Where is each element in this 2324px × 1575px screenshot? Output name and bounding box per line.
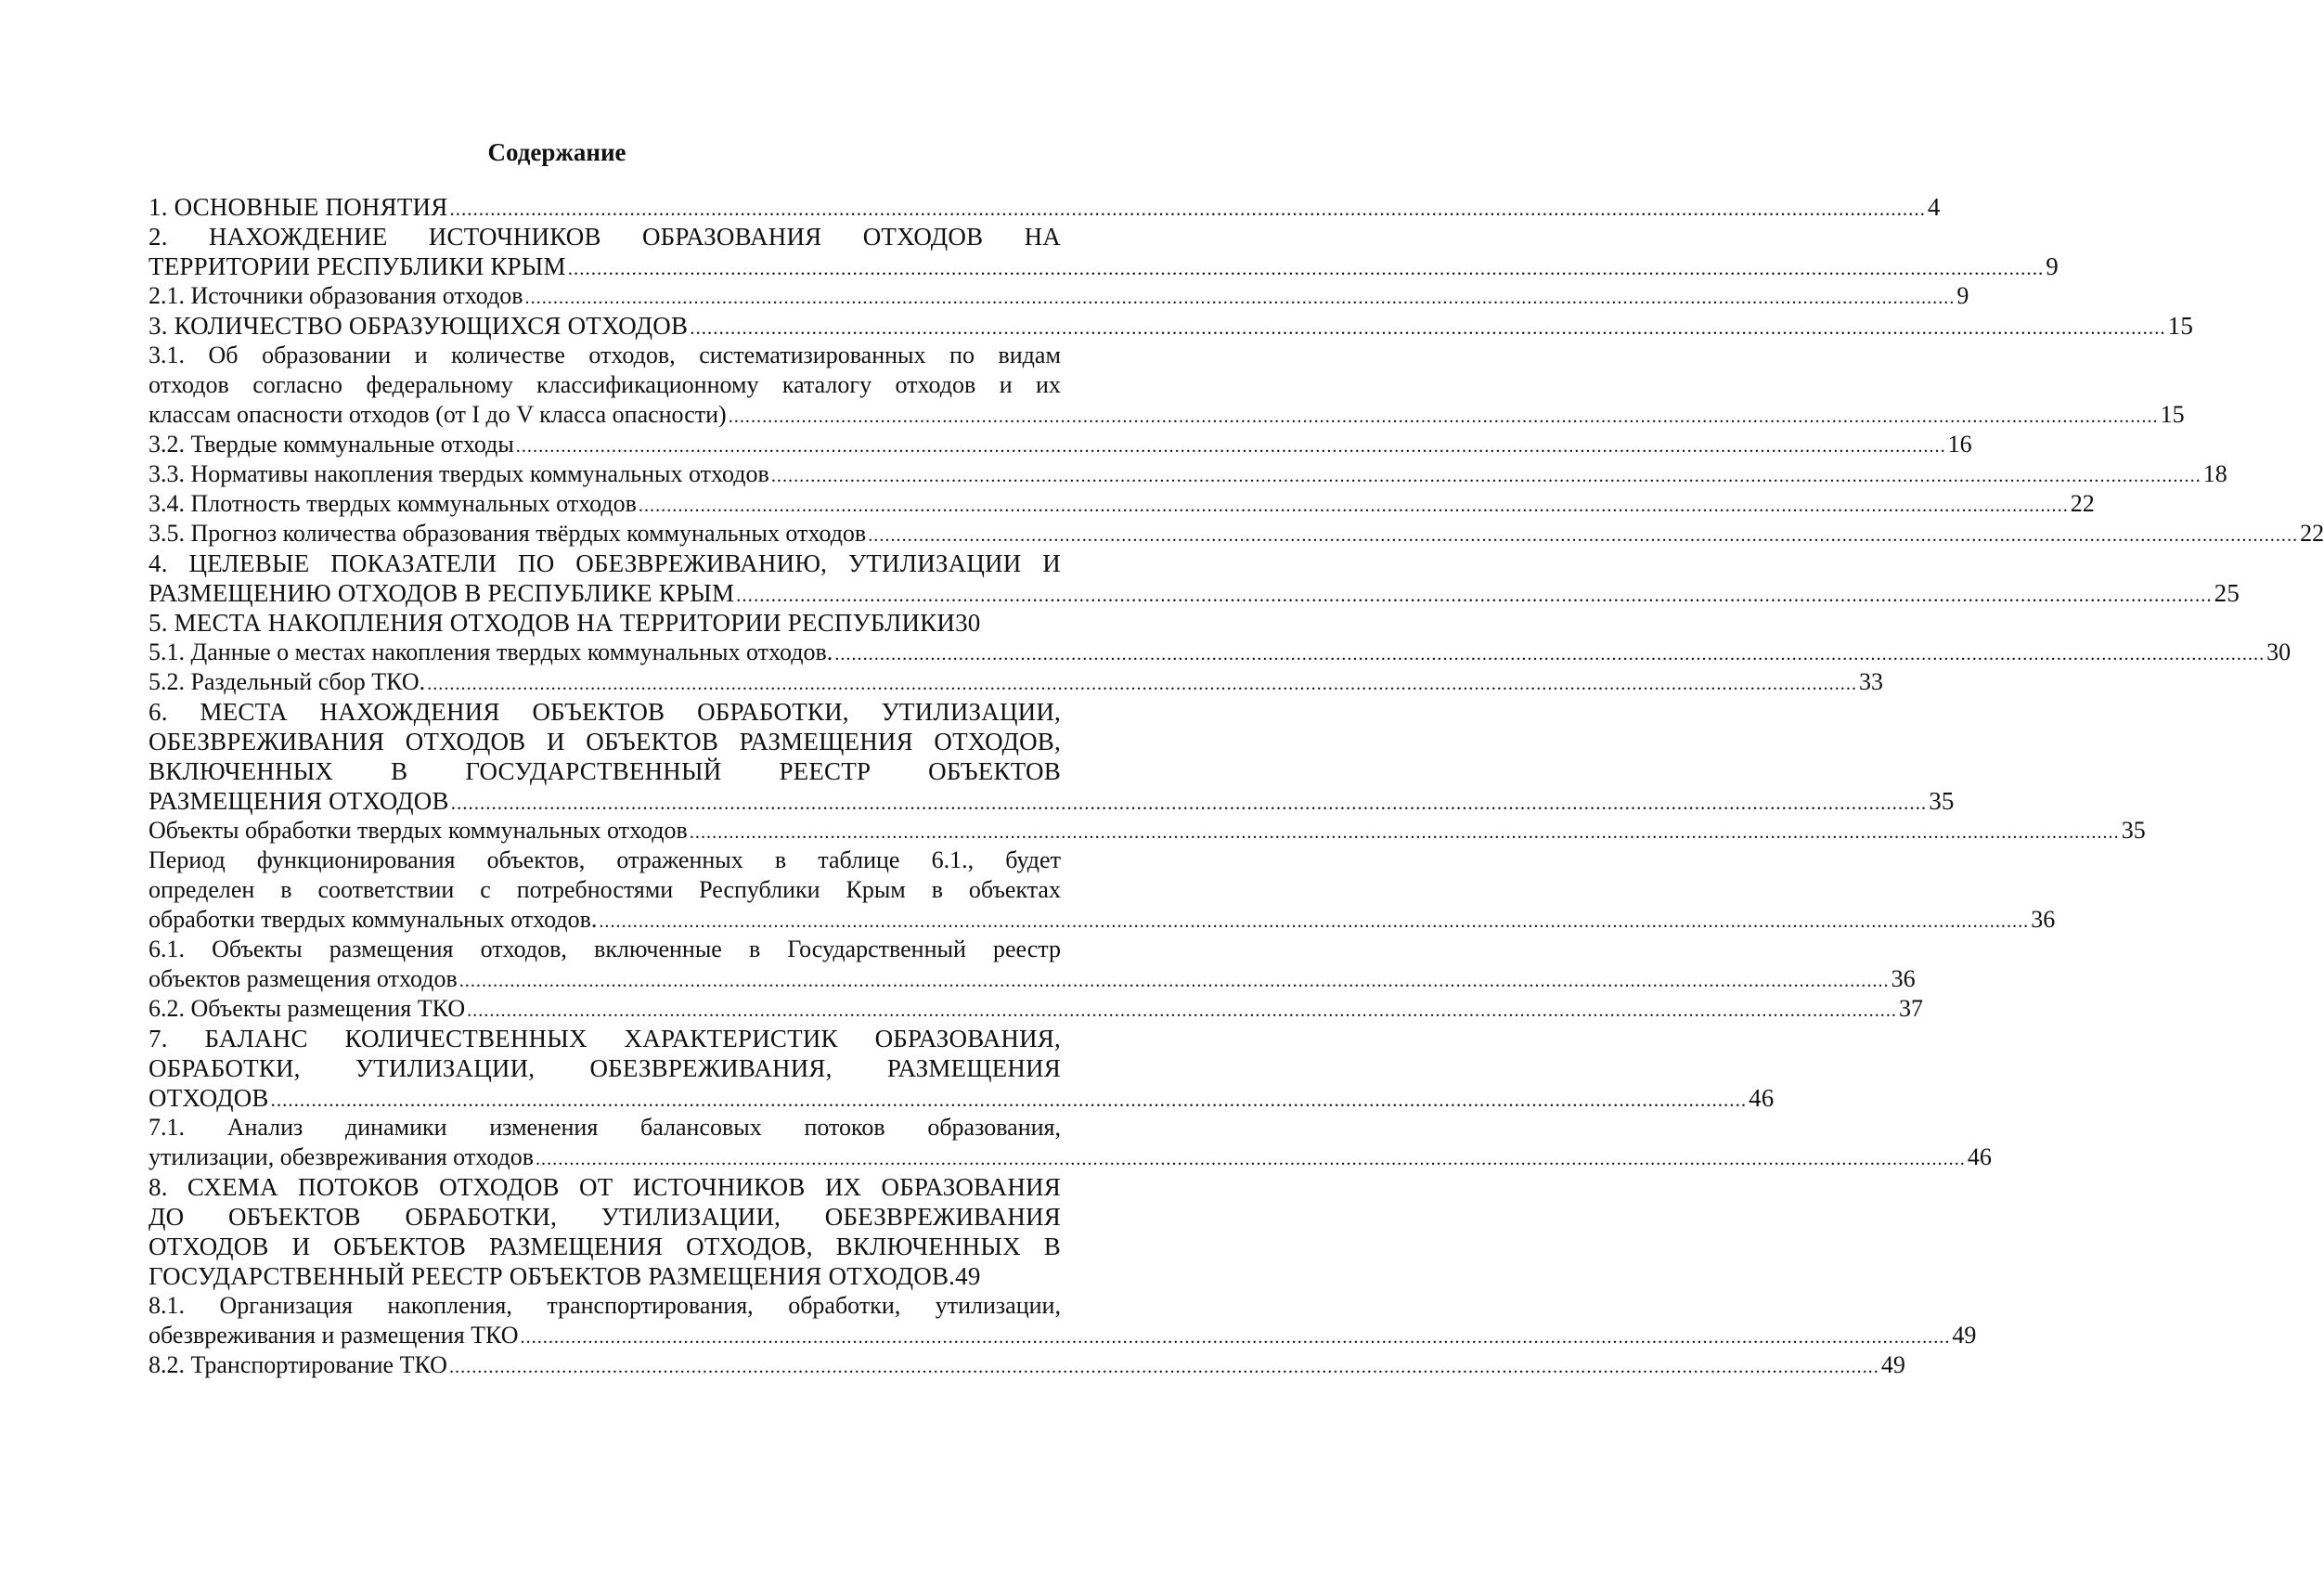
toc-entry-line: [148, 875, 1061, 905]
toc-entry[interactable]: [148, 1113, 1992, 1172]
toc-word: НАХОЖДЕНИЯ: [319, 698, 500, 726]
toc-word: 7.1.: [148, 1114, 185, 1141]
toc-entry[interactable]: [148, 1291, 1977, 1350]
toc-entry[interactable]: [148, 935, 1916, 994]
dot-leader: [729, 402, 2159, 432]
toc-word: ОТХОДОВ: [405, 728, 526, 755]
toc-entry[interactable]: [148, 1172, 1061, 1291]
toc-entry[interactable]: [148, 638, 2292, 667]
toc-word: образовании: [262, 342, 392, 368]
toc-word: утилизации,: [935, 1292, 1061, 1319]
dot-leader: [834, 639, 2265, 669]
toc-entry-line: [148, 697, 1061, 727]
toc-entry-line: [148, 1321, 1977, 1350]
toc-word: федеральному: [366, 371, 513, 398]
toc-entry-line: [148, 549, 1061, 578]
dot-leader: [536, 1144, 1966, 1174]
toc-word: согласно: [252, 371, 343, 398]
toc-entry-line: [148, 846, 1061, 875]
toc-entry-line: [148, 816, 2146, 846]
toc-entry-text: 1. ОСНОВНЫЕ ПОНЯТИЯ: [148, 193, 448, 221]
toc-entry-line: [148, 281, 1969, 311]
toc-entry-line: [148, 252, 2059, 281]
toc-word: ОБРАЗОВАНИЯ: [881, 1173, 1061, 1201]
toc-word: РАЗМЕЩЕНИЯ: [739, 728, 913, 755]
toc-entry[interactable]: [148, 608, 1061, 638]
toc-word: И: [1042, 549, 1061, 577]
toc-entry[interactable]: [148, 222, 2059, 281]
toc-word: обработки,: [788, 1292, 901, 1319]
toc-entry[interactable]: [148, 459, 2227, 489]
toc-entry-text: 2.1. Источники образования отходов: [148, 282, 523, 309]
toc-entry[interactable]: [148, 697, 1955, 816]
toc-entry-line: [148, 578, 2240, 608]
toc-word: ОБЪЕКТОВ: [333, 1233, 467, 1260]
toc-word: транспортирования,: [547, 1292, 754, 1319]
toc-word: балансовых: [640, 1114, 762, 1141]
dot-leader: [427, 669, 1857, 699]
toc-word: Организация: [219, 1292, 353, 1319]
toc-page-number: 16: [1947, 431, 1972, 458]
toc-entry[interactable]: [148, 994, 1923, 1024]
toc-page-number: 15: [2167, 312, 2194, 340]
toc-word: ОТХОДОВ: [148, 1233, 269, 1260]
toc-entry-text: ГОСУДАРСТВЕННЫЙ РЕЕСТР ОБЪЕКТОВ РАЗМЕЩЕНИЯ ОТХОДОВ.: [148, 1262, 956, 1290]
toc-page-number: 15: [2160, 401, 2185, 428]
toc-word: Республики: [699, 876, 820, 903]
toc-entry-line: [148, 727, 1061, 756]
toc-entry-line: [148, 1350, 1905, 1380]
toc-word: ОБРАБОТКИ,: [697, 698, 849, 726]
toc-entry-text: РАЗМЕЩЕНИЯ ОТХОДОВ: [148, 787, 449, 815]
toc-word: 8.1.: [148, 1292, 185, 1319]
toc-word: 4.: [148, 549, 168, 577]
toc-entry-line: [148, 400, 2185, 430]
toc-word: ПО: [518, 549, 555, 577]
table-of-contents: [148, 192, 2324, 1380]
dot-leader: [736, 580, 2212, 610]
toc-word: ОБЪЕКТОВ: [227, 1203, 361, 1231]
toc-word: 2.: [148, 223, 168, 251]
toc-word: ОБЕЗВРЕЖИВАНИЯ: [148, 728, 385, 755]
toc-word: Об: [208, 342, 239, 368]
toc-entry[interactable]: [148, 311, 2194, 341]
toc-entry-text: 5.2. Раздельный сбор ТКО.: [148, 668, 426, 695]
toc-entry[interactable]: [148, 846, 2056, 935]
toc-word: Государственный: [787, 936, 966, 962]
toc-page-number: 49: [1880, 1351, 1905, 1378]
toc-word: количестве: [451, 342, 565, 368]
toc-word: в: [774, 846, 787, 873]
toc-word: Анализ: [226, 1114, 303, 1141]
toc-word: отходов,: [480, 936, 567, 962]
toc-word: НА: [1024, 223, 1061, 251]
page-title: Содержание: [487, 138, 626, 166]
toc-word: и: [999, 371, 1013, 398]
toc-entry-text: 6.2. Объекты размещения ТКО: [148, 995, 466, 1022]
toc-word: отраженных: [616, 846, 743, 873]
toc-page-number: 46: [1749, 1084, 1775, 1112]
toc-entry-line: [148, 1083, 1775, 1113]
toc-entry-text: обработки твердых коммунальных отходов.: [148, 906, 598, 933]
toc-entry-text: классам опасности отходов (от I до V класса опасности): [148, 401, 727, 428]
toc-entry-text: объектов размещения отходов: [148, 965, 458, 992]
toc-word: ГОСУДАРСТВЕННЫЙ: [465, 757, 722, 785]
toc-page-number: 30: [2266, 639, 2292, 665]
dot-leader: [459, 966, 1890, 996]
toc-word: ОБЕЗВРЕЖИВАНИЯ: [824, 1203, 1061, 1231]
toc-entry[interactable]: [148, 667, 1884, 697]
toc-entry[interactable]: [148, 192, 1941, 222]
toc-word: объектов,: [486, 846, 586, 873]
toc-word: в: [931, 876, 943, 903]
toc-word: Период: [148, 846, 226, 873]
toc-entry[interactable]: [148, 341, 2185, 430]
toc-page-number: 35: [2121, 817, 2146, 844]
toc-entry-line: [148, 430, 1972, 459]
toc-entry-line: [148, 489, 2095, 519]
toc-entry-text: утилизации, обезвреживания отходов: [148, 1143, 534, 1170]
toc-page-number: 9: [1956, 282, 1969, 309]
toc-word: каталогу: [781, 371, 872, 398]
toc-word: ОБЪЕКТОВ: [928, 757, 1061, 785]
toc-entry-line: [148, 222, 1061, 252]
toc-word: ОБЕЗВРЕЖИВАНИЯ,: [589, 1054, 833, 1082]
toc-word: РЕЕСТР: [779, 757, 872, 785]
toc-entry-line: [148, 905, 2056, 935]
toc-word: УТИЛИЗАЦИИ,: [881, 698, 1061, 726]
toc-word: НАХОЖДЕНИЕ: [208, 223, 388, 251]
toc-page-number: 22: [2300, 520, 2324, 547]
toc-entry[interactable]: [148, 1024, 1775, 1113]
toc-word: УТИЛИЗАЦИИ,: [355, 1054, 536, 1082]
toc-word: ПОКАЗАТЕЛИ: [330, 549, 497, 577]
toc-entry[interactable]: [148, 816, 2146, 846]
toc-word: и: [414, 342, 428, 368]
toc-entry-line: [148, 935, 1061, 964]
toc-word: систематизированных: [699, 342, 926, 368]
toc-entry-text: 3.3. Нормативы накопления твердых коммунальных отходов: [148, 460, 769, 487]
toc-entry-text: 3.5. Прогноз количества образования твёрдых коммунальных отходов: [148, 520, 867, 547]
toc-word: И: [291, 1233, 311, 1260]
toc-word: 6.1.,: [931, 846, 975, 873]
toc-entry[interactable]: [148, 281, 1969, 311]
toc-word: определен: [148, 876, 255, 903]
toc-entry-line: [148, 638, 2292, 667]
toc-word: ОБРАЗОВАНИЯ: [641, 223, 822, 251]
toc-word: ПОТОКОВ: [298, 1173, 420, 1201]
toc-word: потребностями: [516, 876, 674, 903]
toc-entry-line: [148, 667, 1884, 697]
dot-leader: [525, 283, 1956, 313]
toc-entry[interactable]: [148, 430, 1972, 459]
toc-entry-line: [148, 1261, 1061, 1291]
toc-entry-text: 5. МЕСТА НАКОПЛЕНИЯ ОТХОДОВ НА ТЕРРИТОРИИ РЕСПУБЛИКИ: [148, 609, 956, 637]
toc-entry-line: [148, 1172, 1061, 1202]
toc-word: изменения: [489, 1114, 599, 1141]
toc-word: с: [480, 876, 491, 903]
toc-word: ОТ: [579, 1173, 613, 1201]
toc-word: включенные: [594, 936, 722, 962]
toc-word: ОБРАБОТКИ,: [405, 1203, 558, 1231]
toc-page-number: 25: [2214, 579, 2240, 607]
toc-word: размещения: [329, 936, 454, 962]
toc-word: ОБЪЕКТОВ: [532, 698, 665, 726]
toc-entry-text: ТЕРРИТОРИИ РЕСПУБЛИКИ КРЫМ: [148, 252, 566, 280]
toc-entry-line: [148, 756, 1061, 786]
toc-page-number: 49: [1952, 1322, 1977, 1349]
toc-entry-line: [148, 519, 2324, 549]
toc-word: В: [391, 757, 408, 785]
toc-entry-text: Объекты обработки твердых коммунальных отходов: [148, 817, 688, 844]
toc-word: ИСТОЧНИКОВ: [632, 1173, 806, 1201]
toc-word: ВКЛЮЧЕННЫХ: [148, 757, 334, 785]
toc-word: ОБЪЕКТОВ: [586, 728, 719, 755]
toc-word: В: [1043, 1233, 1061, 1260]
toc-entry-line: [148, 1143, 1992, 1172]
dot-leader: [451, 788, 1927, 818]
toc-page-number: 18: [2202, 460, 2227, 487]
toc-word: УТИЛИЗАЦИИ,: [600, 1203, 781, 1231]
toc-word: образования,: [927, 1114, 1061, 1141]
toc-word: классификационному: [536, 371, 759, 398]
toc-entry-line: [148, 459, 2227, 489]
toc-page-number: 22: [2070, 490, 2095, 517]
toc-entry[interactable]: [148, 1350, 1905, 1380]
toc-entry-line: [148, 1232, 1061, 1261]
toc-word: функционирования: [256, 846, 456, 873]
toc-word: отходов: [895, 371, 976, 398]
toc-word: по: [949, 342, 975, 368]
toc-word: УТИЛИЗАЦИИ: [847, 549, 1022, 577]
toc-word: Крым: [846, 876, 906, 903]
dot-leader: [690, 818, 2120, 847]
toc-entry-text: 3. КОЛИЧЕСТВО ОБРАЗУЮЩИХСЯ ОТХОДОВ: [148, 312, 689, 340]
toc-word: накопления,: [387, 1292, 512, 1319]
toc-word: ИСТОЧНИКОВ: [428, 223, 601, 251]
toc-word: ХАРАКТЕРИСТИК: [624, 1025, 838, 1052]
toc-page-number: 4: [1927, 193, 1941, 221]
toc-page-number: 36: [1891, 965, 1916, 992]
toc-word: ОТХОДОВ,: [686, 1233, 813, 1260]
toc-word: ВКЛЮЧЕННЫХ: [835, 1233, 1021, 1260]
toc-entry-line: [148, 1113, 1061, 1143]
toc-entry-text: 5.1. Данные о местах накопления твердых коммунальных отходов.: [148, 639, 833, 665]
toc-word: 3.1.: [148, 342, 185, 368]
toc-page-number: 37: [1898, 995, 1923, 1022]
toc-page-number: 33: [1859, 668, 1884, 695]
toc-entry-text: 3.2. Твердые коммунальные отходы: [148, 431, 514, 458]
toc-word: 7.: [148, 1025, 168, 1052]
toc-entry-line: [148, 1202, 1061, 1232]
toc-word: СХЕМА: [187, 1173, 278, 1201]
toc-page-number: 46: [1967, 1143, 1992, 1170]
dot-leader: [521, 1323, 1951, 1352]
toc-word: 6.: [148, 698, 168, 726]
dot-leader: [467, 996, 1897, 1026]
toc-word: МЕСТА: [200, 698, 288, 726]
toc-entry-line: [148, 964, 1916, 994]
toc-entry-line: [148, 192, 1941, 222]
toc-word: И: [546, 728, 565, 755]
toc-word: отходов: [148, 371, 229, 398]
toc-word: ЦЕЛЕВЫЕ: [188, 549, 310, 577]
toc-word: в: [748, 936, 761, 962]
toc-entry-text: 3.4. Плотность твердых коммунальных отходов: [148, 490, 637, 517]
toc-word: ИХ: [824, 1173, 862, 1201]
toc-word: соответствии: [317, 876, 455, 903]
toc-word: динамики: [345, 1114, 447, 1141]
toc-word: реестр: [993, 936, 1061, 962]
toc-word: потоков: [804, 1114, 885, 1141]
dot-leader: [690, 313, 2165, 342]
toc-word: РАЗМЕЩЕНИЯ: [886, 1054, 1061, 1082]
toc-word: БАЛАНС: [204, 1025, 308, 1052]
toc-word: КОЛИЧЕСТВЕННЫХ: [344, 1025, 587, 1052]
dot-leader: [639, 491, 2069, 521]
toc-word: в: [280, 876, 292, 903]
toc-word: ОТХОДОВ: [439, 1173, 560, 1201]
dot-leader: [449, 194, 1925, 224]
toc-word: Объекты: [212, 936, 303, 962]
toc-entry-line: [148, 1291, 1061, 1321]
dot-leader: [516, 432, 1946, 461]
toc-entry-line: [148, 1024, 1061, 1053]
toc-entry[interactable]: [148, 549, 2240, 608]
toc-word: ОБРАБОТКИ,: [148, 1054, 301, 1082]
toc-word: объектах: [968, 876, 1061, 903]
toc-entry-text: обезвреживания и размещения ТКО: [148, 1322, 519, 1349]
dot-leader: [568, 253, 2044, 283]
toc-page-number: 30: [955, 609, 981, 637]
toc-entry-line: [148, 994, 1923, 1024]
dot-leader: [271, 1085, 1747, 1115]
toc-word: ОБЕЗВРЕЖИВАНИЮ,: [575, 549, 828, 577]
toc-word: видам: [998, 342, 1061, 368]
toc-entry-line: [148, 1053, 1061, 1083]
toc-word: ДО: [148, 1203, 185, 1231]
toc-page-number: 49: [955, 1262, 981, 1290]
toc-entry[interactable]: [148, 489, 2095, 519]
toc-word: ОТХОДОВ,: [934, 728, 1061, 755]
toc-page-number: 35: [1929, 787, 1955, 815]
toc-word: 8.: [148, 1173, 168, 1201]
toc-word: их: [1036, 371, 1061, 398]
toc-word: РАЗМЕЩЕНИЯ: [489, 1233, 664, 1260]
toc-word: 6.1.: [148, 936, 185, 962]
toc-entry-line: [148, 311, 2194, 341]
toc-page-number: 9: [2046, 252, 2059, 280]
toc-word: отходов,: [588, 342, 676, 368]
toc-entry-line: [148, 341, 1061, 370]
toc-word: будет: [1005, 846, 1061, 873]
toc-word: таблице: [818, 846, 900, 873]
toc-entry-line: [148, 786, 1955, 816]
toc-entry-text: ОТХОДОВ: [148, 1084, 269, 1112]
toc-word: ОБРАЗОВАНИЯ,: [874, 1025, 1061, 1052]
toc-entry-text: РАЗМЕЩЕНИЮ ОТХОДОВ В РЕСПУБЛИКЕ КРЫМ: [148, 579, 735, 607]
toc-entry[interactable]: [148, 519, 2324, 549]
toc-entry-line: [148, 370, 1061, 400]
toc-page-number: 36: [2031, 906, 2056, 933]
dot-leader: [449, 1352, 1879, 1382]
dot-leader: [599, 907, 2029, 936]
dot-leader: [771, 461, 2201, 491]
toc-entry-text: 8.2. Транспортирование ТКО: [148, 1351, 447, 1378]
toc-entry-line: [148, 608, 1061, 638]
dot-leader: [868, 521, 2298, 550]
toc-word: ОТХОДОВ: [862, 223, 984, 251]
